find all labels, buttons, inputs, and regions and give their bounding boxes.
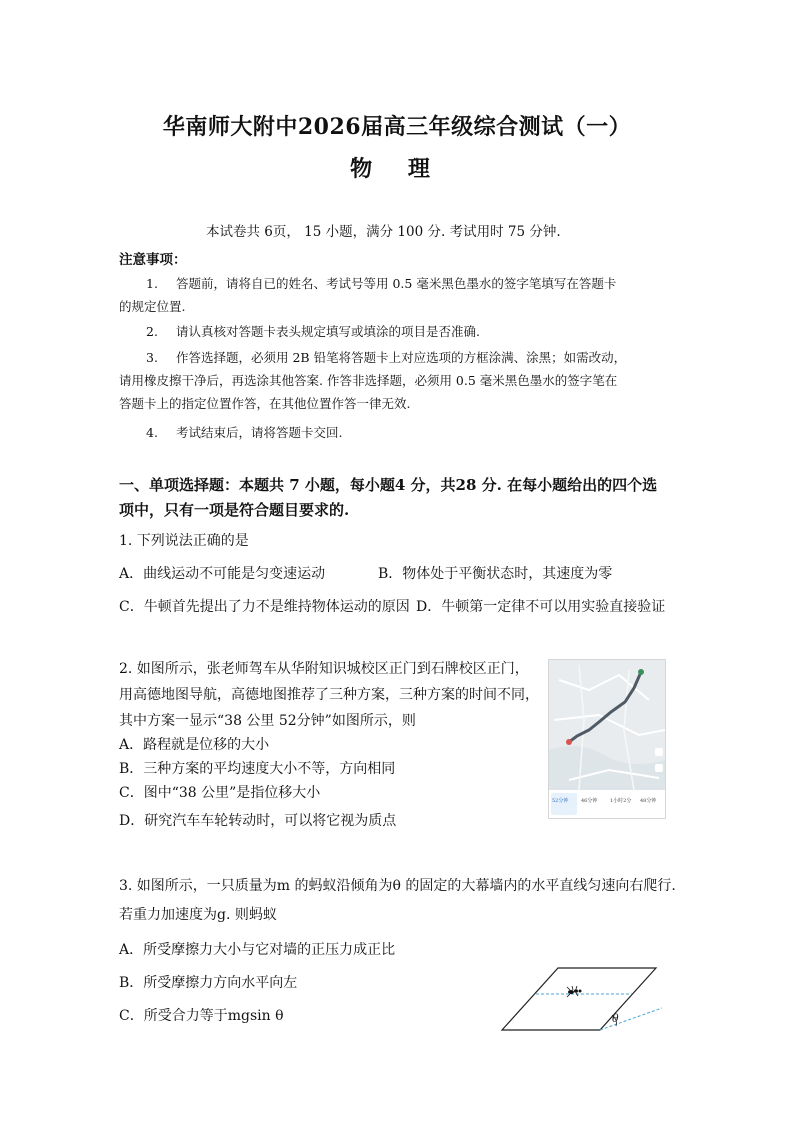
q3-option-c: C．所受合力等于mgsin θ <box>119 1008 284 1024</box>
notice-1-line1: 答题前，请将自已的姓名、考试号等用 0.5 毫米黑色墨水的签字笔填写在答题卡 <box>176 276 617 291</box>
q2-stem-line2: 用高德地图导航，高德地图推荐了三种方案，三种方案的时间不同， <box>119 687 539 703</box>
q2-option-c: C．图中“38 公里”是指位移大小 <box>119 785 321 801</box>
q2-stem-line1: 2. 如图所示，张老师驾车从华附知识城校区正门到石牌校区正门， <box>119 661 529 677</box>
section-1-heading-line2: 项中，只有一项是符合题目要求的. <box>119 501 350 519</box>
inclined-wall-diagram <box>500 960 665 1035</box>
q3-option-b: B．所受摩擦力方向水平向左 <box>119 975 298 991</box>
notice-1-line2: 的规定位置. <box>119 299 186 314</box>
notice-3-line3: 答题卡上的指定位置作答，在其他位置作答一律无效. <box>119 396 411 411</box>
ant-icon <box>567 986 582 997</box>
notice-title: 注意事项： <box>119 252 187 268</box>
q1-option-b: B．物体处于平衡状态时，其速度为零 <box>378 566 613 582</box>
q3-stem-line2: 若重力加速度为g. 则蚂蚁 <box>119 907 277 923</box>
notice-3-line1: 作答选择题，必须用 2B 铅笔将答题卡上对应选项的方框涂满、涂黑；如需改动， <box>176 350 627 365</box>
notice-2-line1: 请认真核对答题卡表头规定填写或填涂的项目是否准确. <box>176 324 480 339</box>
q1-option-d: D．牛顿第一定律不可以用实验直接验证 <box>416 599 666 615</box>
q2-option-a: A．路程就是位移的大小 <box>119 737 270 753</box>
map-route-3: 1小时2分 <box>610 798 632 804</box>
map-route-1: 52分钟 <box>552 798 569 804</box>
map-route-2: 46分钟 <box>581 798 598 804</box>
q2-option-b: B．三种方案的平均速度大小不等，方向相同 <box>119 761 396 777</box>
q2-stem-line3: 其中方案一显示“38 公里 52分钟”如图所示，则 <box>119 713 416 729</box>
notice-3-line2: 请用橡皮擦干净后，再选涂其他答案. 作答非选择题，必须用 0.5 毫米黑色墨水的签字笔在 <box>119 373 618 388</box>
notice-3-num: 3. <box>146 350 158 365</box>
exam-info: 本试卷共 6页， 15 小题，满分 100 分. 考试用时 75 分钟. <box>206 224 561 240</box>
notice-4-num: 4. <box>146 425 158 440</box>
q1-stem: 1. 下列说法正确的是 <box>119 533 249 549</box>
angle-theta-label: θ <box>612 1012 619 1025</box>
navigation-map-image <box>548 659 666 819</box>
map-route-4: 48分钟 <box>640 798 657 804</box>
subject-title: 物 理 <box>350 156 444 182</box>
section-1-heading-line1: 一、单项选择题：本题共 7 小题，每小题4 分，共28 分. 在每小题给出的四个选 <box>119 476 658 494</box>
notice-4-line1: 考试结束后，请将答题卡交回. <box>176 425 343 440</box>
q1-option-c: C．牛顿首先提出了力不是维持物体运动的原因 <box>119 599 410 615</box>
q2-option-d: D．研究汽车车轮转动时，可以将它视为质点 <box>119 813 397 829</box>
notice-1-num: 1. <box>146 276 158 291</box>
q3-option-a: A．所受摩擦力大小与它对墙的正压力成正比 <box>119 942 396 958</box>
exam-title: 华南师大附中2026届高三年级综合测试（一） <box>162 114 632 140</box>
q1-option-a: A．曲线运动不可能是匀变速运动 <box>119 566 326 582</box>
q3-stem-line1: 3. 如图所示，一只质量为m 的蚂蚁沿倾角为θ 的固定的大幕墙内的水平直线匀速向右爬行. <box>119 878 676 894</box>
notice-2-num: 2. <box>146 324 158 339</box>
